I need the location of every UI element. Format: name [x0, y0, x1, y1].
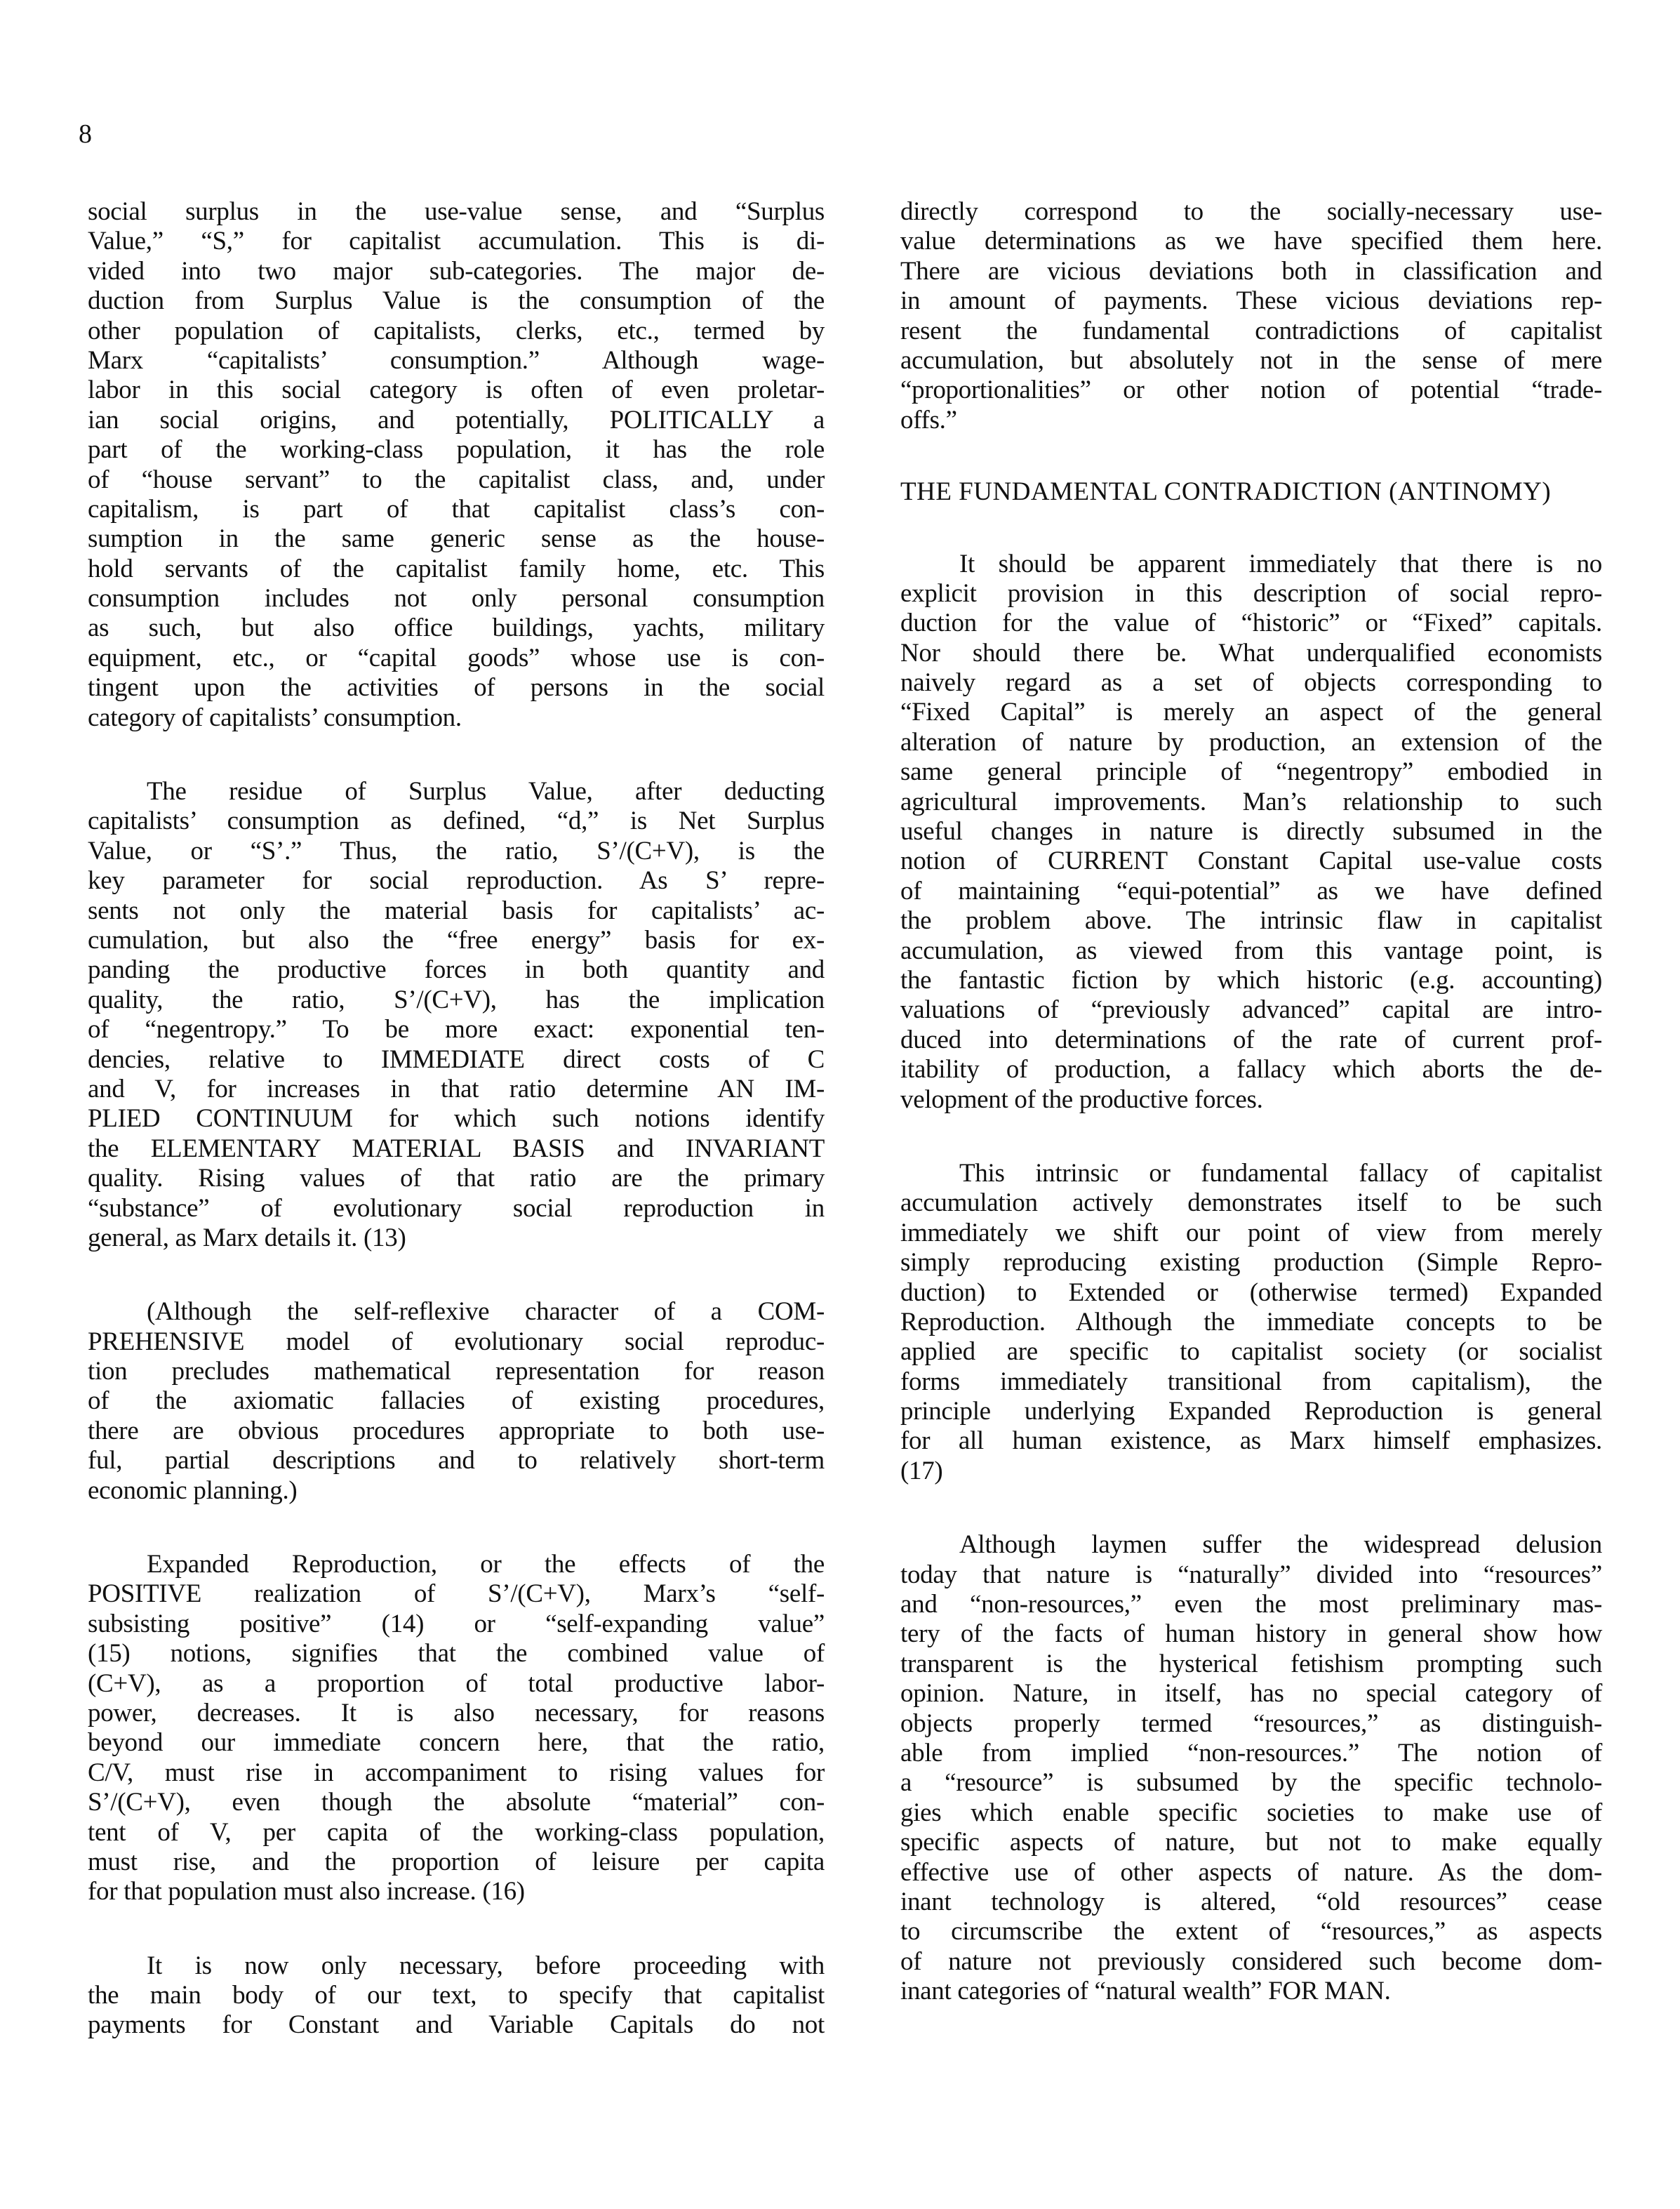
- text-line: “Fixed Capital” is merely an aspect of the general: [900, 698, 1602, 727]
- text-line: subsisting positive” (14) or “self-expanding value”: [88, 1609, 825, 1638]
- text-line: There are vicious deviations both in classification and: [900, 256, 1602, 286]
- text-line: tion precludes mathematical representation for reason: [88, 1357, 825, 1386]
- text-line: and “non-resources,” even the most preliminary mas-: [900, 1590, 1602, 1619]
- text-line: Value, or “S’.” Thus, the ratio, S’/(C+V), is the: [88, 836, 825, 865]
- text-line: cumulation, but also the “free energy” basis for ex-: [88, 925, 825, 955]
- text-line: applied are specific to capitalist society (or socialist: [900, 1337, 1602, 1367]
- text-line: PREHENSIVE model of evolutionary social reproduc-: [88, 1327, 825, 1356]
- text-line: resent the fundamental contradictions of capitalist: [900, 316, 1602, 345]
- text-line: value determinations as we have specified them here.: [900, 227, 1602, 256]
- text-line: This intrinsic or fundamental fallacy of capitalist: [959, 1158, 1602, 1188]
- text-line: sents not only the material basis for capitalists’ ac-: [88, 896, 825, 925]
- text-line: itability of production, a fallacy which aborts the de-: [900, 1055, 1602, 1084]
- text-line: economic planning.): [88, 1475, 298, 1505]
- text-line: general, as Marx details it. (13): [88, 1223, 406, 1252]
- text-line: (C+V), as a proportion of total productive labor-: [88, 1669, 825, 1698]
- text-line: Expanded Reproduction, or the effects of the: [147, 1550, 825, 1579]
- text-line: must rise, and the proportion of leisure per capita: [88, 1847, 825, 1876]
- text-line: sumption in the same generic sense as the house-: [88, 524, 825, 554]
- right-column: [900, 197, 1602, 2006]
- text-line: equipment, etc., or “capital goods” whose use is con-: [88, 643, 825, 672]
- text-line: accumulation, as viewed from this vantage point, is: [900, 936, 1602, 965]
- page-number: 8: [79, 119, 92, 149]
- text-line: notion of CURRENT Constant Capital use-value costs: [900, 847, 1602, 876]
- text-line: agricultural improvements. Man’s relationship to such: [900, 787, 1602, 816]
- text-line: forms immediately transitional from capitalism), the: [900, 1367, 1602, 1396]
- text-line: ian social origins, and potentially, POLITICALLY a: [88, 405, 825, 434]
- paragraph: [900, 550, 1602, 1115]
- text-line: of “negentropy.” To be more exact: exponential ten-: [88, 1015, 825, 1044]
- text-line: transparent is the hysterical fetishism prompting such: [900, 1649, 1602, 1678]
- paragraph: [88, 197, 825, 733]
- text-line: alteration of nature by production, an extension of the: [900, 727, 1602, 757]
- text-line: in amount of payments. These vicious deviations rep-: [900, 286, 1602, 316]
- text-line: inant categories of “natural wealth” FOR MAN.: [900, 1977, 1391, 2006]
- text-line: (17): [900, 1456, 943, 1485]
- text-line: the fantastic fiction by which historic (e.g. accounting): [900, 965, 1602, 995]
- paragraph: [88, 1297, 825, 1506]
- text-line: accumulation, but absolutely not in the sense of mere: [900, 345, 1602, 375]
- text-line: of maintaining “equi-potential” as we have defined: [900, 876, 1602, 906]
- text-line: velopment of the productive forces.: [900, 1084, 1263, 1114]
- text-line: It should be apparent immediately that there is no: [959, 549, 1602, 578]
- text-line: there are obvious procedures appropriate to both use-: [88, 1416, 825, 1445]
- text-line: duction from Surplus Value is the consumption of the: [88, 286, 825, 316]
- left-column: [88, 197, 825, 2041]
- text-line: for all human existence, as Marx himself emphasizes.: [900, 1426, 1602, 1456]
- text-line: accumulation actively demonstrates itself to be such: [900, 1188, 1602, 1218]
- text-line: principle underlying Expanded Reproduction is general: [900, 1397, 1602, 1426]
- text-line: The residue of Surplus Value, after deducting: [147, 777, 825, 807]
- paragraph: [900, 1159, 1602, 1486]
- text-line: duction) to Extended or (otherwise termed) Expanded: [900, 1278, 1602, 1307]
- text-line: the ELEMENTARY MATERIAL BASIS and INVARIANT: [88, 1134, 825, 1163]
- text-line: effective use of other aspects of nature. As the dom-: [900, 1857, 1602, 1887]
- text-line: to circumscribe the extent of “resources,” as aspects: [900, 1917, 1602, 1946]
- text-line: tingent upon the activities of persons in the social: [88, 673, 825, 703]
- text-line: today that nature is “naturally” divided into “resources”: [900, 1560, 1602, 1589]
- text-line: duction for the value of “historic” or “Fixed” capitals.: [900, 609, 1602, 638]
- text-line: C/V, must rise in accompaniment to rising values for: [88, 1758, 825, 1787]
- text-line: Although laymen suffer the widespread delusion: [959, 1530, 1602, 1560]
- text-line: Value,” “S,” for capitalist accumulation. This is di-: [88, 227, 825, 256]
- text-line: (Although the self-reflexive character of a COM-: [147, 1297, 825, 1327]
- text-line: same general principle of “negentropy” embodied in: [900, 757, 1602, 787]
- text-line: offs.”: [900, 405, 957, 434]
- text-line: and V, for increases in that ratio determine AN IM-: [88, 1074, 825, 1103]
- text-line: tery of the facts of human history in general show how: [900, 1619, 1602, 1649]
- text-line: Reproduction. Although the immediate concepts to be: [900, 1307, 1602, 1336]
- text-line: Marx “capitalists’ consumption.” Although wage-: [88, 345, 825, 375]
- text-line: consumption includes not only personal consumption: [88, 584, 825, 613]
- paragraph: [88, 1951, 825, 2041]
- text-line: (15) notions, signifies that the combined value of: [88, 1639, 825, 1669]
- text-line: explicit provision in this description of social repro-: [900, 578, 1602, 608]
- paragraph: [900, 197, 1602, 435]
- text-line: of the axiomatic fallacies of existing procedures,: [88, 1386, 825, 1416]
- text-line: the main body of our text, to specify that capitalist: [88, 1981, 825, 2010]
- text-line: dencies, relative to IMMEDIATE direct costs of C: [88, 1044, 825, 1074]
- text-line: specific aspects of nature, but not to make equally: [900, 1828, 1602, 1857]
- paragraph: [88, 777, 825, 1253]
- text-line: objects properly termed “resources,” as distinguish-: [900, 1709, 1602, 1738]
- text-line: quality. Rising values of that ratio are the primary: [88, 1164, 825, 1193]
- text-line: Nor should there be. What underqualified economists: [900, 638, 1602, 668]
- text-line: vided into two major sub-categories. The major de-: [88, 256, 825, 286]
- text-line: beyond our immediate concern here, that the ratio,: [88, 1728, 825, 1758]
- text-line: inant technology is altered, “old resources” cease: [900, 1887, 1602, 1916]
- text-line: key parameter for social reproduction. As S’ repre-: [88, 866, 825, 896]
- text-line: other population of capitalists, clerks, etc., termed by: [88, 316, 825, 345]
- text-line: power, decreases. It is also necessary, for reasons: [88, 1698, 825, 1727]
- text-line: hold servants of the capitalist family home, etc. This: [88, 554, 825, 583]
- text-line: able from implied “non-resources.” The notion of: [900, 1738, 1602, 1767]
- text-line: immediately we shift our point of view from merely: [900, 1218, 1602, 1247]
- paragraph: [900, 1530, 1602, 2006]
- text-line: useful changes in nature is directly subsumed in the: [900, 817, 1602, 847]
- text-line: simply reproducing existing production (Simple Repro-: [900, 1248, 1602, 1278]
- text-line: PLIED CONTINUUM for which such notions identify: [88, 1104, 825, 1134]
- text-line: tent of V, per capita of the working-class population,: [88, 1817, 825, 1847]
- text-line: panding the productive forces in both quantity and: [88, 955, 825, 985]
- text-line: It is now only necessary, before proceeding with: [147, 1951, 825, 1980]
- section-heading: THE FUNDAMENTAL CONTRADICTION (ANTINOMY): [900, 477, 1552, 507]
- text-line: of “house servant” to the capitalist class, and, under: [88, 465, 825, 494]
- text-line: social surplus in the use-value sense, and “Surplus: [88, 197, 825, 226]
- text-line: opinion. Nature, in itself, has no special category of: [900, 1679, 1602, 1709]
- text-line: for that population must also increase. (16): [88, 1877, 525, 1906]
- text-line: ful, partial descriptions and to relatively short-term: [88, 1446, 825, 1475]
- text-line: a “resource” is subsumed by the specific technolo-: [900, 1768, 1602, 1798]
- text-line: capitalism, is part of that capitalist class’s con-: [88, 494, 825, 524]
- text-line: of nature not previously considered such become dom-: [900, 1946, 1602, 1976]
- paragraph: [88, 1550, 825, 1907]
- text-line: POSITIVE realization of S’/(C+V), Marx’s “self-: [88, 1579, 825, 1609]
- text-line: directly correspond to the socially-necessary use-: [900, 197, 1602, 226]
- text-line: valuations of “previously advanced” capital are intro-: [900, 995, 1602, 1025]
- text-line: category of capitalists’ consumption.: [88, 703, 462, 732]
- text-line: “proportionalities” or other notion of potential “trade-: [900, 376, 1602, 405]
- text-line: capitalists’ consumption as defined, “d,” is Net Surplus: [88, 807, 825, 836]
- text-line: duced into determinations of the rate of current prof-: [900, 1025, 1602, 1054]
- text-line: gies which enable specific societies to make use of: [900, 1798, 1602, 1827]
- text-line: labor in this social category is often of even proletar-: [88, 376, 825, 405]
- text-line: payments for Constant and Variable Capitals do not: [88, 2010, 825, 2040]
- text-line: the problem above. The intrinsic flaw in capitalist: [900, 906, 1602, 936]
- text-line: quality, the ratio, S’/(C+V), has the implication: [88, 985, 825, 1014]
- text-line: part of the working-class population, it has the role: [88, 435, 825, 465]
- text-line: S’/(C+V), even though the absolute “material” con-: [88, 1788, 825, 1817]
- text-line: as such, but also office buildings, yachts, military: [88, 613, 825, 643]
- text-line: naively regard as a set of objects corresponding to: [900, 668, 1602, 698]
- text-line: “substance” of evolutionary social reproduction in: [88, 1193, 825, 1223]
